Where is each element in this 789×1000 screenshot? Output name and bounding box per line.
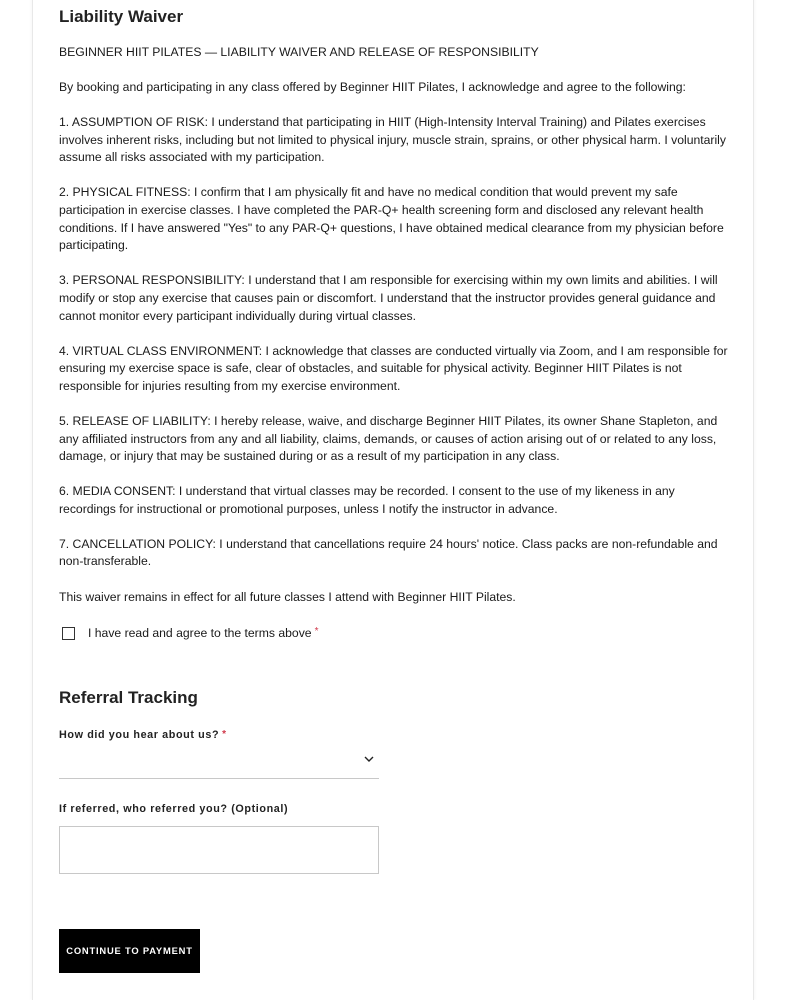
source-required-marker: * — [222, 728, 227, 740]
chevron-down-icon — [364, 755, 374, 763]
agree-checkbox[interactable] — [62, 627, 75, 640]
waiver-clause-personal-responsibility: 3. PERSONAL RESPONSIBILITY: I understand that I am responsible for exercising within my own limits and abilities. I will modify or stop any exercise that causes pain or discomfort. I understand that the instructor provides general guidance and cannot monitor every participant individually during virtual classes. — [59, 273, 718, 323]
source-field — [59, 728, 729, 779]
waiver-text — [59, 44, 729, 606]
form-card — [32, 0, 754, 1000]
agree-row[interactable] — [59, 624, 729, 642]
source-label — [59, 728, 729, 742]
waiver-clause-virtual-environment: 4. VIRTUAL CLASS ENVIRONMENT: I acknowledge that classes are conducted virtually via Zoom, and I am responsible for ensuring my exercise space is safe, clear of obstacles, and suitable for physical activity. Beginner HIIT Pilates is not responsible for injuries resulting from my exercise environment. — [59, 343, 728, 393]
referrer-input[interactable] — [59, 826, 379, 874]
source-select[interactable] — [59, 742, 379, 779]
referrer-label: If referred, who referred you? (Optional) — [59, 802, 289, 815]
referrer-field — [59, 802, 729, 874]
continue-to-payment-button[interactable]: CONTINUE TO PAYMENT — [59, 929, 200, 973]
waiver-closing: This waiver remains in effect for all future classes I attend with Beginner HIIT Pilates. — [59, 589, 516, 604]
waiver-clause-media-consent: 6. MEDIA CONSENT: I understand that virtual classes may be recorded. I consent to the use of my likeness in any recordings for instructional or promotional purposes, unless I notify the instructor in advance. — [59, 484, 675, 516]
referral-title: Referral Tracking — [59, 687, 198, 707]
agree-label[interactable] — [88, 626, 319, 640]
waiver-clause-release-of-liability: 5. RELEASE OF LIABILITY: I hereby release, waive, and discharge Beginner HIIT Pilates, its owner Shane Stapleton, and any affiliated instructors from any and all liability, claims, demands, or causes of action arising out of or related to any loss, damage, or injury that may be sustained during or as a result of my participation in any class. — [59, 413, 718, 464]
waiver-clause-cancellation-policy: 7. CANCELLATION POLICY: I understand that cancellations require 24 hours' notice. Class packs are non-refundable and non-transferable. — [59, 536, 718, 569]
waiver-intro: By booking and participating in any class offered by Beginner HIIT Pilates, I acknowledge and agree to the following: — [59, 80, 686, 95]
referrer-input-wrap — [59, 826, 729, 874]
actions — [59, 929, 729, 973]
agree-label-text: I have read and agree to the terms above — [88, 625, 312, 640]
agree-required-marker: * — [314, 625, 319, 637]
waiver-title: Liability Waiver — [59, 7, 184, 26]
source-label-text: How did you hear about us? — [59, 728, 220, 741]
waiver-heading: BEGINNER HIIT PILATES — LIABILITY WAIVER AND RELEASE OF RESPONSIBILITY — [59, 45, 539, 59]
form-content — [59, 6, 729, 973]
waiver-clause-assumption-of-risk: 1. ASSUMPTION OF RISK: I understand that participating in HIIT (High-Intensity Interval Training) and Pilates exercises involves inherent risks, including but not limited to physical injury, muscle strain, sprains, or other physical harm. I voluntarily assume all risks associated with my participation. — [59, 115, 726, 165]
waiver-clause-physical-fitness: 2. PHYSICAL FITNESS: I confirm that I am physically fit and have no medical condition that would prevent my safe participation in exercise classes. I have completed the PAR-Q+ health screening form and disclosed any relevant health conditions. If I have answered "Yes" to any PAR-Q+ questions, I have obtained medical clearance from my physician before participating. — [59, 185, 724, 253]
